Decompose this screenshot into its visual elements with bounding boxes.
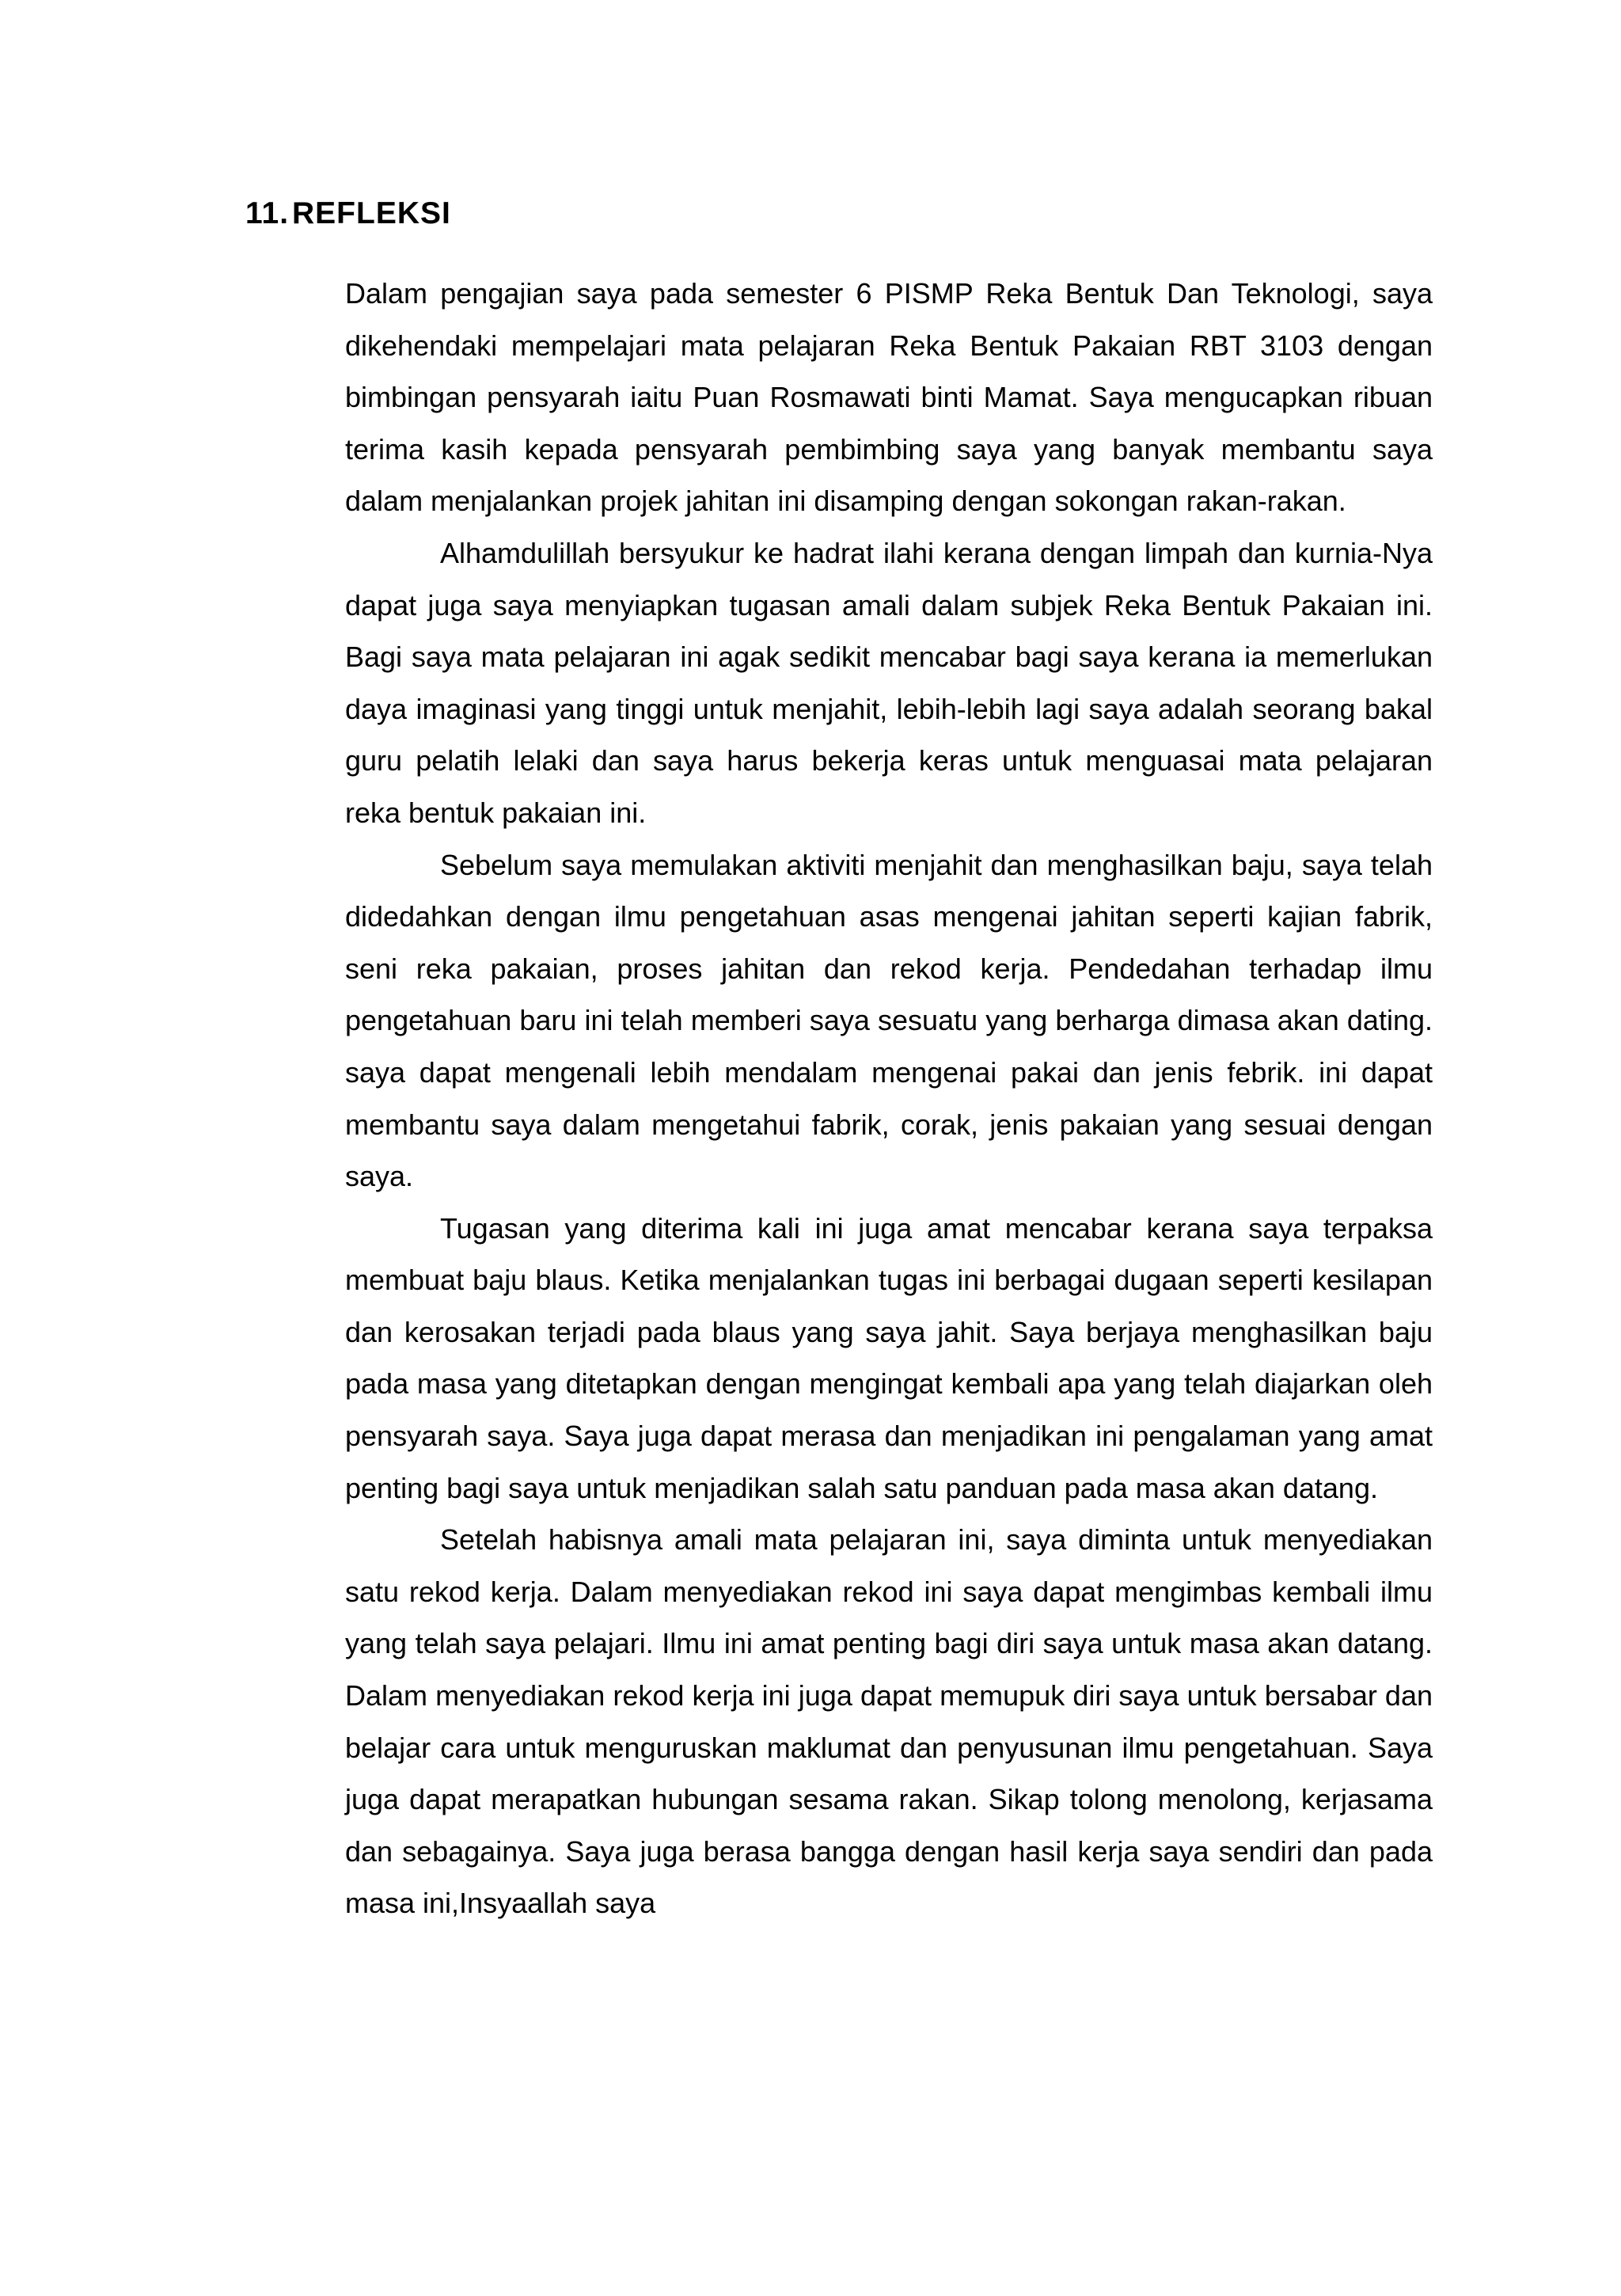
reflection-body — [345, 268, 1433, 1929]
paragraph-5: Setelah habisnya amali mata pelajaran ini, saya diminta untuk menyediakan satu rekod kerja. Dalam menyediakan rekod ini saya dapat mengimbas kembali ilmu yang telah saya pelajari. Ilmu ini amat penting bagi diri saya untuk masa akan datang. Dalam menyediakan rekod kerja ini juga dapat memupuk diri saya untuk bersabar dan belajar cara untuk menguruskan maklumat dan penyusunan ilmu pengetahuan. Saya juga dapat merapatkan hubungan sesama rakan. Sikap tolong menolong, kerjasama dan sebagainya. Saya juga berasa bangga dengan hasil kerja saya sendiri dan pada masa ini,Insyaallah saya — [345, 1523, 1433, 1920]
paragraph-3: Sebelum saya memulakan aktiviti menjahit dan menghasilkan baju, saya telah didedahkan dengan ilmu pengetahuan asas mengenai jahitan seperti kajian fabrik, seni reka pakaian, proses jahitan dan rekod kerja. Pendedahan terhadap ilmu pengetahuan baru ini telah memberi saya sesuatu yang berharga dimasa akan dating. saya dapat mengenali lebih mendalam mengenai pakai dan jenis febrik. ini dapat membantu saya dalam mengetahui fabrik, corak, jenis pakaian yang sesuai dengan saya. — [345, 848, 1433, 1193]
paragraph-1: Dalam pengajian saya pada semester 6 PISMP Reka Bentuk Dan Teknologi, saya dikehendaki mempelajari mata pelajaran Reka Bentuk Pakaian RBT 3103 dengan bimbingan pensyarah iaitu Puan Rosmawati binti Mamat. Saya mengucapkan ribuan terima kasih kepada pensyarah pembimbing saya yang banyak membantu saya dalam menjalankan projek jahitan ini disamping dengan sokongan rakan-rakan. — [345, 277, 1433, 518]
paragraph-2: Alhamdulillah bersyukur ke hadrat ilahi kerana dengan limpah dan kurnia-Nya dapat juga saya menyiapkan tugasan amali dalam subjek Reka Bentuk Pakaian ini. Bagi saya mata pelajaran ini agak sedikit mencabar bagi saya kerana ia memerlukan daya imaginasi yang tinggi untuk menjahit, lebih-lebih lagi saya adalah seorang bakal guru pelatih lelaki dan saya harus bekerja keras untuk menguasai mata pelajaran reka bentuk pakaian ini. — [345, 536, 1433, 829]
section-title: REFLEKSI — [292, 196, 451, 230]
section-heading — [245, 192, 451, 235]
section-number: 11. — [245, 196, 290, 230]
paragraph-4: Tugasan yang diterima kali ini juga amat mencabar kerana saya terpaksa membuat baju blaus. Ketika menjalankan tugas ini berbagai dugaan seperti kesilapan dan kerosakan terjadi pada blaus yang saya jahit. Saya berjaya menghasilkan baju pada masa yang ditetapkan dengan mengingat kembali apa yang telah diajarkan oleh pensyarah saya. Saya juga dapat merasa dan menjadikan ini pengalaman yang amat penting bagi saya untuk menjadikan salah satu panduan pada masa akan datang. — [345, 1211, 1433, 1504]
